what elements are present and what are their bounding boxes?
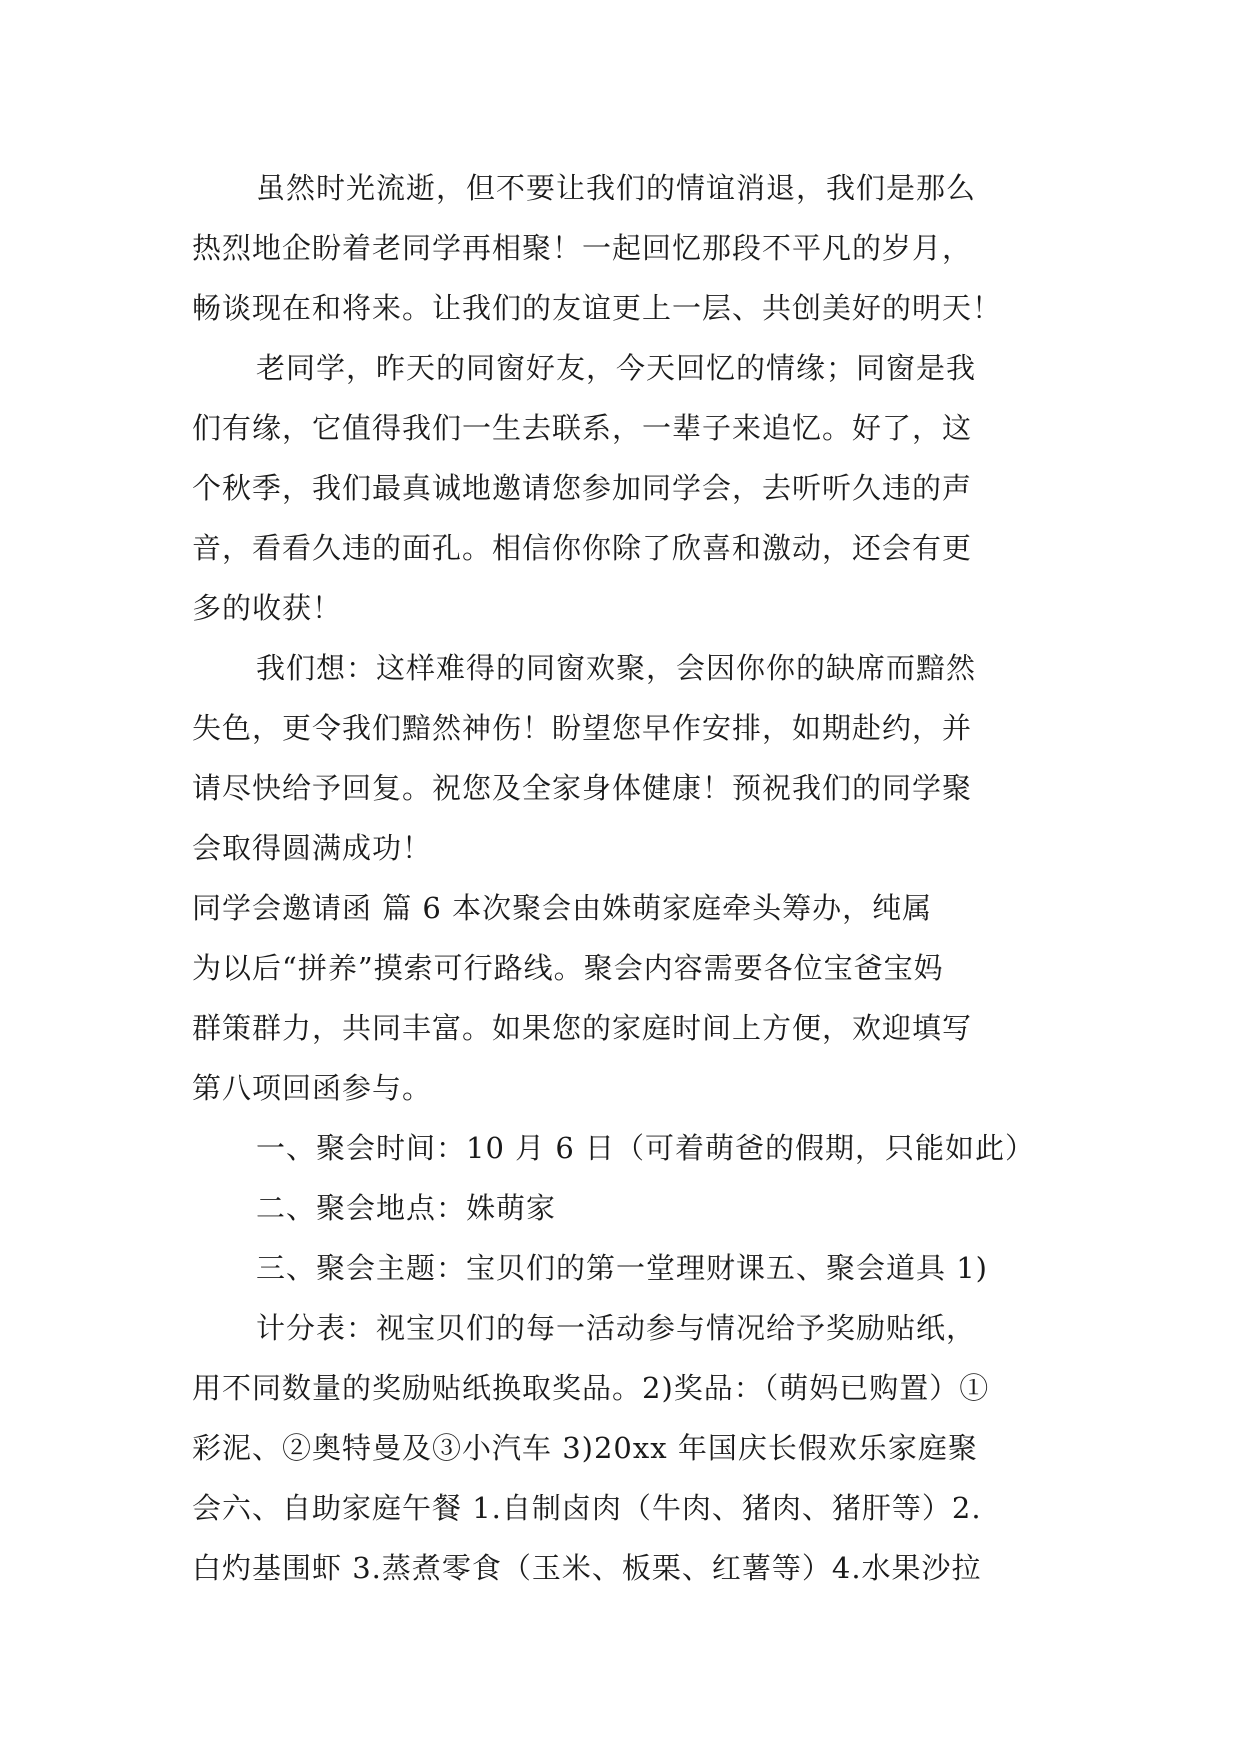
text-line: 会取得圆满成功！ xyxy=(192,831,433,865)
text-line: 会六、自助家庭午餐 1.自制卤肉（牛肉、猪肉、猪肝等）2. xyxy=(192,1491,982,1525)
text-line: 们有缘，它值得我们一生去联系，一辈子来追忆。好了，这 xyxy=(192,411,973,445)
text-line: 多的收获！ xyxy=(192,591,343,625)
text-line: 第八项回函参与。 xyxy=(192,1071,433,1105)
text-line: 请尽快给予回复。祝您及全家身体健康！预祝我们的同学聚 xyxy=(192,771,973,805)
text-line: 虽然时光流逝，但不要让我们的情谊消退，我们是那么 xyxy=(256,171,977,205)
text-line: 失色，更令我们黯然神伤！盼望您早作安排，如期赴约，并 xyxy=(192,711,973,745)
text-line: 老同学，昨天的同窗好友，今天回忆的情缘；同窗是我 xyxy=(256,351,977,385)
text-line: 计分表：视宝贝们的每一活动参与情况给予奖励贴纸， xyxy=(256,1311,977,1345)
text-line: 用不同数量的奖励贴纸换取奖品。2)奖品：（萌妈已购置）① xyxy=(192,1371,990,1405)
text-line: 彩泥、②奥特曼及③小汽车 3)20xx 年国庆长假欢乐家庭聚 xyxy=(192,1431,978,1465)
text-line: 三、聚会主题：宝贝们的第一堂理财课五、聚会道具 1) xyxy=(256,1251,988,1285)
text-line: 二、聚会地点：姝萌家 xyxy=(256,1191,557,1225)
text-line: 个秋季，我们最真诚地邀请您参加同学会，去听听久违的声 xyxy=(192,471,973,505)
text-line: 群策群力，共同丰富。如果您的家庭时间上方便，欢迎填写 xyxy=(192,1011,973,1045)
text-line: 为以后“拼养”摸索可行路线。聚会内容需要各位宝爸宝妈 xyxy=(192,951,944,985)
text-line: 白灼基围虾 3.蒸煮零食（玉米、板栗、红薯等）4.水果沙拉 xyxy=(192,1551,982,1585)
text-line: 一、聚会时间：10 月 6 日（可着萌爸的假期，只能如此） xyxy=(256,1131,1036,1165)
text-line: 音，看看久违的面孔。相信你你除了欣喜和激动，还会有更 xyxy=(192,531,973,565)
text-line: 热烈地企盼着老同学再相聚！一起回忆那段不平凡的岁月， xyxy=(192,231,973,265)
section-heading-line: 同学会邀请函 篇 6 本次聚会由姝萌家庭牵头筹办，纯属 xyxy=(192,891,933,925)
text-line: 我们想：这样难得的同窗欢聚，会因你你的缺席而黯然 xyxy=(256,651,977,685)
text-line: 畅谈现在和将来。让我们的友谊更上一层、共创美好的明天！ xyxy=(192,291,1003,325)
